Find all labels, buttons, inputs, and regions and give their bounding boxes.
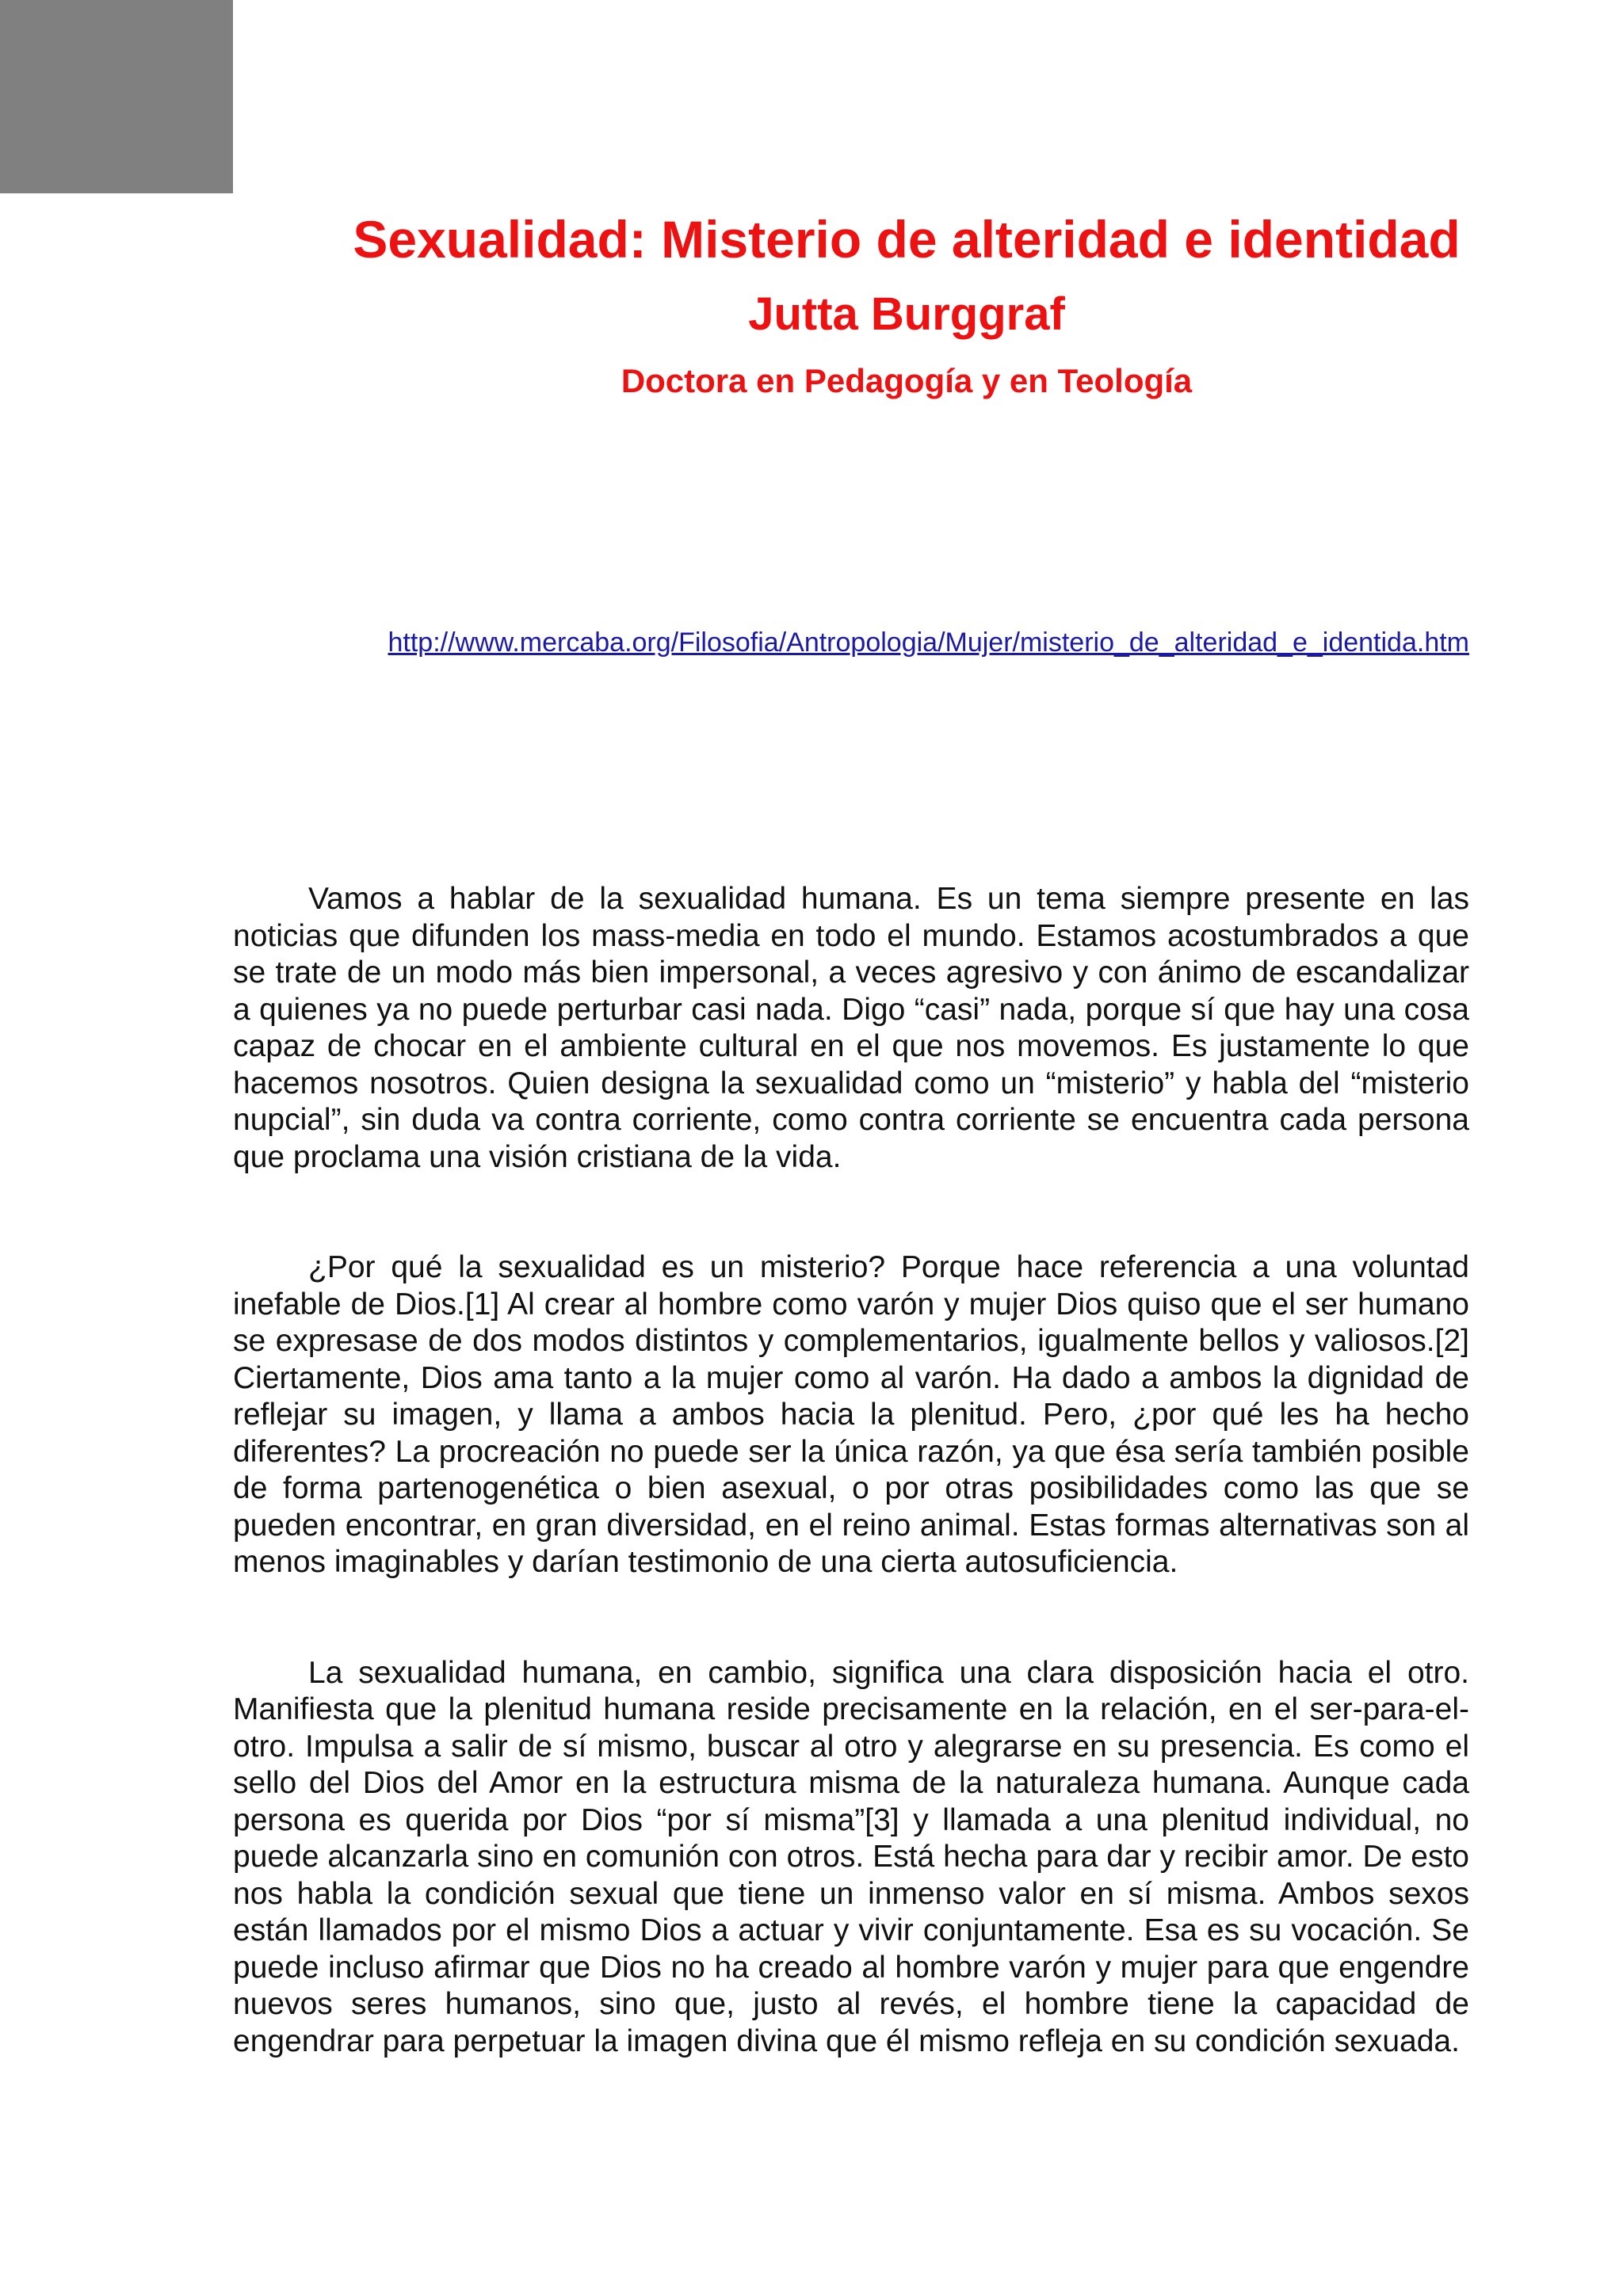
article-body <box>233 881 1469 2134</box>
document-title: Sexualidad: Misterio de alteridad e identidad <box>353 210 1461 269</box>
paragraph-3: La sexualidad humana, en cambio, significa una clara disposición hacia el otro. Manifiesta que la plenitud humana reside precisamente en la relación, en el ser-para-el-otro. Impulsa a salir de sí mismo, buscar al otro y alegrarse en su presencia. Es como el sello del Dios del Amor en la estructura misma de la naturaleza humana. Aunque cada persona es querida por Dios “por sí misma”[3] y llamada a una plenitud individual, no puede alcanzarla sino en comunión con otros. Está hecha para dar y recibir amor. De esto nos habla la condición sexual que tiene un inmenso valor en sí misma. Ambos sexos están llamados por el mismo Dios a actuar y vivir conjuntamente. Esa es su vocación. Se puede incluso afirmar que Dios no ha creado al hombre varón y mujer para que engendre nuevos seres humanos, sino que, justo al revés, el hombre tiene la capacidad de engendrar para perpetuar la imagen divina que él mismo refleja en su condición sexuada. <box>233 1655 1469 2058</box>
author-credentials: Doctora en Pedagogía y en Teología <box>621 362 1193 399</box>
source-url-link[interactable]: http://www.mercaba.org/Filosofia/Antropologia/Mujer/misterio_de_alteridad_e_identida.htm <box>388 627 1469 658</box>
paragraph-2: ¿Por qué la sexualidad es un misterio? Porque hace referencia a una voluntad inefable de Dios.[1] Al crear al hombre como varón y mujer Dios quiso que el ser humano se expresase de dos modos distintos y complementarios, igualmente bellos y valiosos.[2] Ciertamente, Dios ama tanto a la mujer como al varón. Ha dado a ambos la dignidad de reflejar su imagen, y llama a ambos hacia la plenitud. Pero, ¿por qué les ha hecho diferentes? La procreación no puede ser la única razón, ya que ésa sería también posible de forma partenogenética o bien asexual, o por otras posibilidades como las que se pueden encontrar, en gran diversidad, en el reino animal. Estas formas alternativas son al menos imaginables y darían testimonio de una cierta autosuficiencia. <box>233 1250 1469 1579</box>
corner-gray-block <box>0 0 233 193</box>
author-name: Jutta Burggraf <box>748 288 1065 340</box>
paragraph-1: Vamos a hablar de la sexualidad humana. Es un tema siempre presente en las noticias que difunden los mass-media en todo el mundo. Estamos acostumbrados a que se trate de un modo más bien impersonal, a veces agresivo y con ánimo de escandalizar a quienes ya no puede perturbar casi nada. Digo “casi” nada, porque sí que hay una cosa capaz de chocar en el ambiente cultural en el que nos movemos. Es justamente lo que hacemos nosotros. Quien designa la sexualidad como un “misterio” y habla del “misterio nupcial”, sin duda va contra corriente, como contra corriente se encuentra cada persona que proclama una visión cristiana de la vida. <box>233 882 1469 1174</box>
